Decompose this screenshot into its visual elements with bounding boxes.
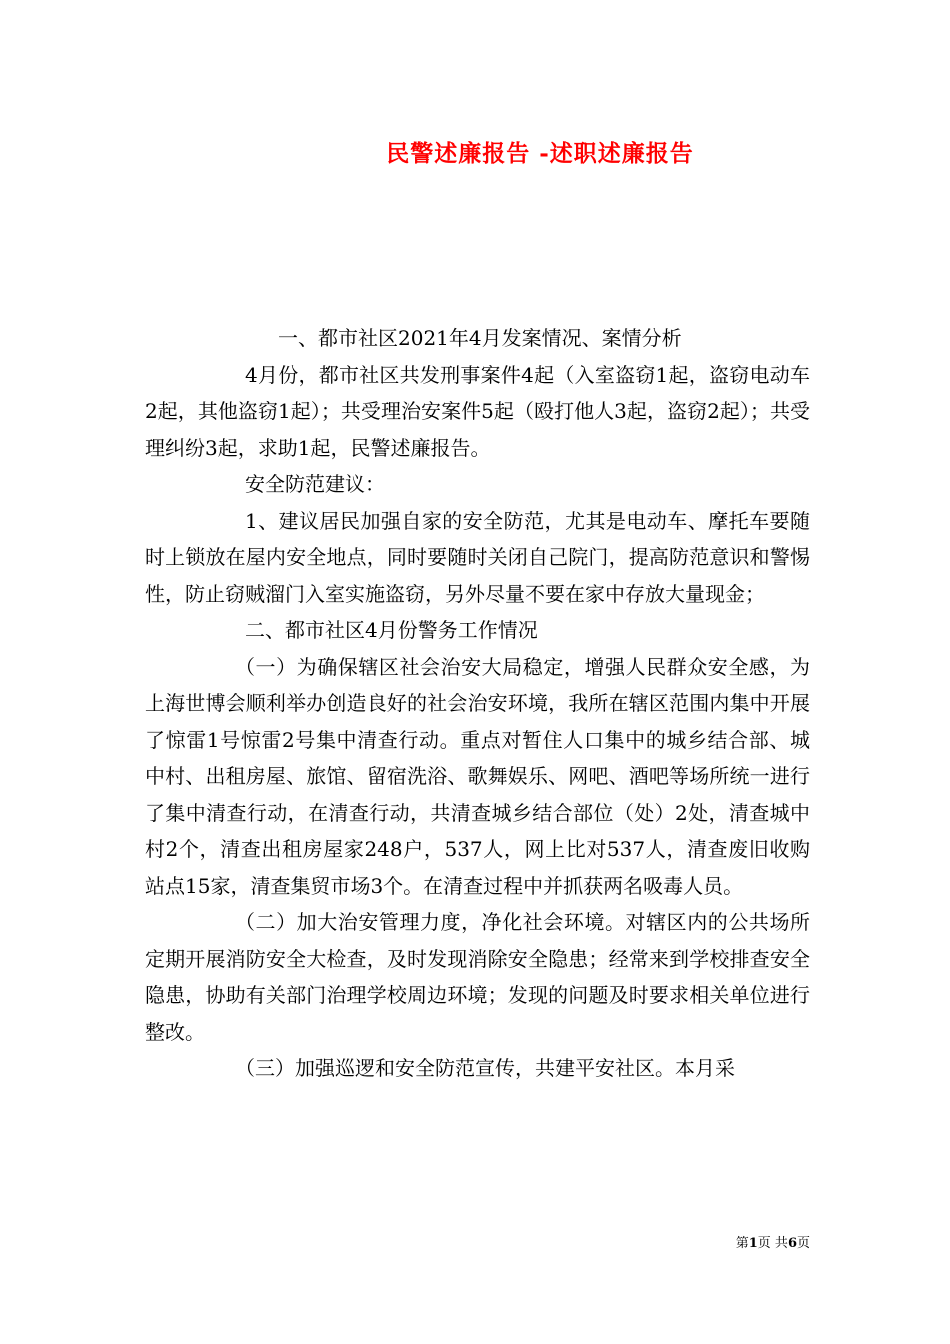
paragraph-work-2: （二）加大治安管理力度，净化社会环境。对辖区内的公共场所定期开展消防安全大检查，及时发现消除安全隐患；经常来到学校排查安全隐患，协助有关部门治理学校周边环境；发现的问题及时要求相关单位进行整改。 <box>145 910 810 1044</box>
footer-suffix: 页 <box>796 1236 810 1251</box>
section-heading-1: 一、都市社区2021年4月发案情况、案情分析 <box>278 326 682 350</box>
paragraph-advice-heading: 安全防范建议： <box>245 472 385 496</box>
document-body <box>145 320 810 1087</box>
paragraph-case-summary: 4月份，都市社区共发刑事案件4起（入室盗窃1起，盗窃电动车2起，其他盗窃1起）；共受理治安案件5起（殴打他人3起，盗窃2起）；共受理纠纷3起，求助1起，民警述廉报告。 <box>145 362 810 460</box>
footer-page-number: 1 <box>748 1236 758 1251</box>
page-footer <box>0 1232 950 1251</box>
paragraph-work-1: （一）为确保辖区社会治安大局稳定，增强人民群众安全感，为上海世博会顺利举办创造良好的社会治安环境，我所在辖区范围内集中开展了惊雷1号惊雷2号集中清查行动。重点对暂住人口集中的城乡结合部、城中村、出租房屋、旅馆、留宿洗浴、歌舞娱乐、网吧、酒吧等场所统一进行了集中清查行动，在清查行动，共清查城乡结合部位（处）2处，清查城中村2个，清查出租房屋家248户，537人，网上比对537人，清查废旧收购站点15家，清查集贸市场3个。在清查过程中并抓获两名吸毒人员。 <box>145 654 810 898</box>
footer-middle: 页 共 <box>757 1236 788 1251</box>
page-title: 民警述廉报告 -述职述廉报告 <box>386 140 694 167</box>
paragraph-work-3: （三）加强巡逻和安全防范宣传，共建平安社区。本月采 <box>235 1056 735 1080</box>
footer-prefix: 第 <box>735 1236 749 1251</box>
section-heading-2: 二、都市社区4月份警务工作情况 <box>245 618 538 642</box>
paragraph-advice-1: 1、建议居民加强自家的安全防范，尤其是电动车、摩托车要随时上锁放在屋内安全地点，同时要随时关闭自己院门，提高防范意识和警惕性，防止窃贼溜门入室实施盗窃，另外尽量不要在家中存放大量现金； <box>145 508 810 606</box>
footer-total-pages: 6 <box>787 1236 797 1251</box>
